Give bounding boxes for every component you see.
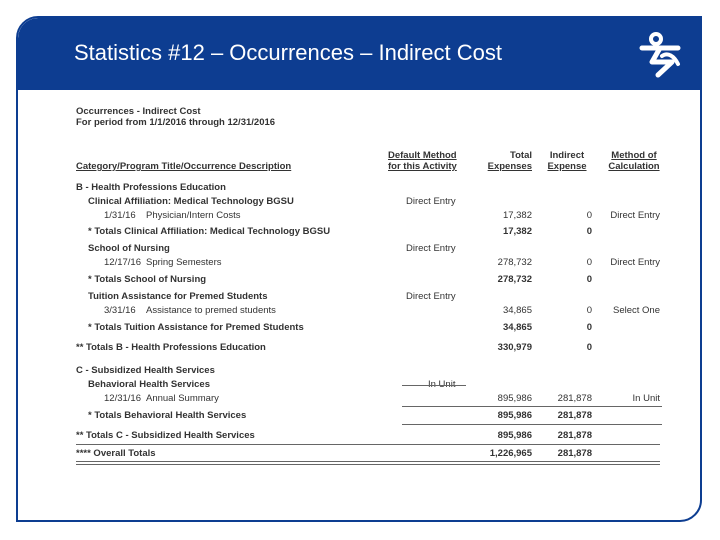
col-total-2: Expenses (487, 161, 532, 172)
occurrence-indirect: 0 (586, 305, 592, 316)
occurrence-indirect: 0 (586, 210, 592, 221)
program-tuition-assistance: Tuition Assistance for Premed Students (88, 291, 268, 302)
col-indirect-2: Expense (547, 161, 587, 172)
program-total-label: * Totals Clinical Affiliation: Medical Technology BGSU (88, 226, 331, 237)
report-title: Occurrences - Indirect Cost (76, 106, 201, 117)
category-total-indirect: 0 (586, 342, 592, 353)
category-total-label: ** Totals B - Health Professions Education (76, 342, 266, 353)
program-total-label: * Totals Behavioral Health Services (88, 410, 247, 421)
col-default-method-2: for this Activity (388, 161, 457, 172)
col-indirect-1: Indirect (549, 150, 585, 161)
category-b: B - Health Professions Education (76, 182, 226, 193)
category-total-expenses: 895,986 (497, 430, 532, 441)
occurrence-indirect: 281,878 (557, 393, 592, 404)
dancing-figure-logo-icon (638, 32, 684, 78)
col-default-method-1: Default Method (388, 150, 457, 161)
overall-total-expenses: 1,226,965 (489, 448, 532, 459)
report-period: For period from 1/1/2016 through 12/31/2016 (76, 117, 276, 128)
program-default-method: Direct Entry (406, 243, 456, 254)
occurrence-description: Spring Semesters (146, 257, 222, 268)
occurrence-total: 34,865 (502, 305, 532, 316)
occurrence-calculation: Select One (613, 305, 660, 316)
occurrence-total: 278,732 (497, 257, 532, 268)
occurrence-description: Physician/Intern Costs (146, 210, 241, 221)
overall-total-indirect: 281,878 (557, 448, 592, 459)
title-bar (18, 18, 700, 90)
col-method-2: Calculation (608, 161, 660, 172)
occurrence-calculation: In Unit (632, 393, 660, 404)
occurrence-calculation: Direct Entry (610, 210, 660, 221)
program-total-expenses: 17,382 (502, 226, 532, 237)
divider (402, 424, 662, 425)
col-total-1: Total (510, 150, 532, 161)
program-school-of-nursing: School of Nursing (88, 243, 170, 254)
occurrence-indirect: 0 (586, 257, 592, 268)
program-total-label: * Totals Tuition Assistance for Premed Students (88, 322, 304, 333)
occurrence-total: 895,986 (497, 393, 532, 404)
program-default-method: Direct Entry (406, 291, 456, 302)
occurrence-description: Annual Summary (146, 393, 219, 404)
divider (76, 444, 660, 445)
program-total-expenses: 278,732 (497, 274, 532, 285)
divider (76, 461, 660, 462)
col-description: Category/Program Title/Occurrence Description (76, 161, 292, 172)
program-total-expenses: 895,986 (497, 410, 532, 421)
category-total-indirect: 281,878 (557, 430, 592, 441)
program-default-method: Direct Entry (406, 196, 456, 207)
program-total-label: * Totals School of Nursing (88, 274, 207, 285)
divider (76, 464, 660, 465)
program-total-indirect: 0 (586, 322, 592, 333)
col-method-1: Method of (611, 150, 657, 161)
program-total-expenses: 34,865 (502, 322, 532, 333)
occurrence-date: 3/31/16 (104, 305, 136, 316)
occurrence-date: 12/17/16 (104, 257, 141, 268)
occurrence-date: 1/31/16 (104, 210, 136, 221)
category-total-label: ** Totals C - Subsidized Health Services (76, 430, 255, 441)
occurrence-calculation: Direct Entry (610, 257, 660, 268)
occurrence-total: 17,382 (502, 210, 532, 221)
slide-title: Statistics #12 – Occurrences – Indirect Cost (74, 40, 502, 65)
occurrence-description: Assistance to premed students (146, 305, 276, 316)
divider (402, 406, 662, 407)
overall-total-label: **** Overall Totals (76, 448, 156, 459)
program-total-indirect: 0 (586, 274, 592, 285)
occurrence-date: 12/31/16 (104, 393, 141, 404)
program-default-method: In Unit (428, 379, 456, 390)
program-total-indirect: 0 (586, 226, 592, 237)
program-clinical-affiliation: Clinical Affiliation: Medical Technology BGSU (88, 196, 294, 207)
category-total-expenses: 330,979 (497, 342, 532, 353)
divider (402, 385, 466, 386)
program-behavioral-health: Behavioral Health Services (88, 379, 210, 390)
program-total-indirect: 281,878 (557, 410, 592, 421)
slide-frame (16, 16, 702, 522)
category-c: C - Subsidized Health Services (76, 365, 215, 376)
